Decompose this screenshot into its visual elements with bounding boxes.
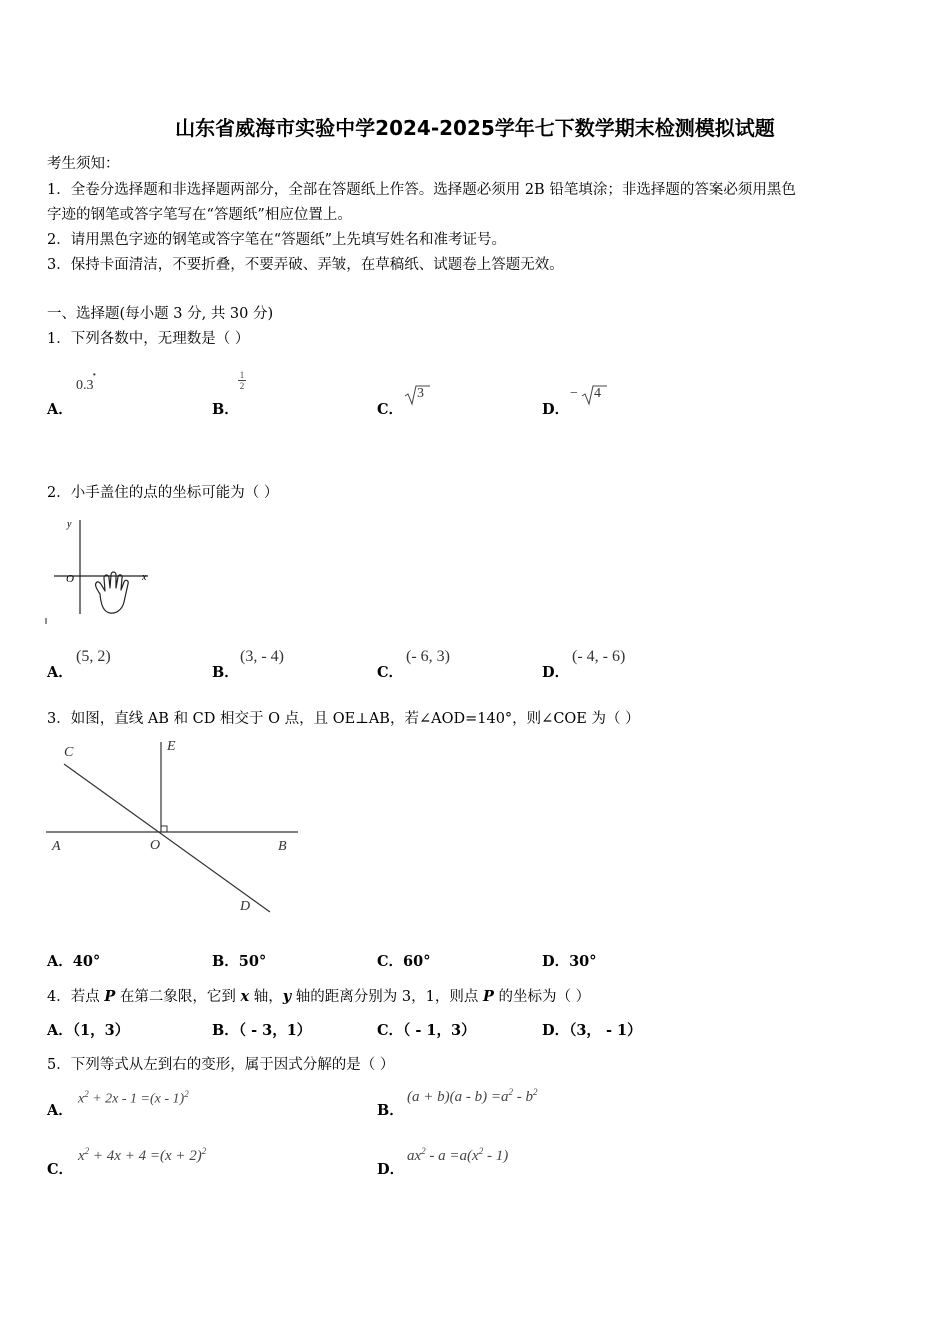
question-5-stem: 5．下列等式从左到右的变形，属于因式分解的是（ ） [47, 1057, 395, 1073]
notice-line-2: 2．请用黑色字迹的钢笔或答字笔在“答题纸”上先填写姓名和准考证号。 [47, 232, 507, 248]
q1-option-a-label: A． [47, 401, 73, 418]
notice-line-3: 3．保持卡面清洁，不要折叠，不要弄破、弄皱，在草稿纸、试题卷上答题无效。 [47, 257, 564, 273]
q2-option-a-label: A． [47, 664, 73, 681]
hand-icon [96, 572, 129, 613]
section-heading: 一、选择题(每小题 3 分, 共 30 分) [47, 306, 274, 322]
point-d-label: D [240, 899, 251, 914]
point-c-label: C [64, 745, 74, 760]
q5-option-b-value: $(a + b)(a - b) =a^2 - b^2$ [407, 1087, 538, 1105]
q1-option-d-label: D． [542, 401, 570, 418]
question-1-stem: 1．下列各数中，无理数是（ ） [47, 331, 250, 347]
q2-option-d-value: (- 4, - 6) [572, 648, 626, 665]
point-o-label: O [150, 838, 161, 853]
question-4-stem: 4．若点 P 在第二象限，它到 x 轴，y 轴的距离分别为 3，1，则点 P 的坐标为（ ） [47, 988, 591, 1005]
q2-option-b-label: B． [212, 664, 239, 681]
q4-option-d: D．（3， - 1） [542, 1022, 642, 1039]
x-axis-label: x [142, 572, 147, 583]
q5-option-d-label: D． [377, 1161, 405, 1178]
q3-lines-figure [44, 732, 304, 918]
q5-option-a-value: $x^2 + 2x - 1 =(x - 1)^2$ [78, 1089, 189, 1107]
page-title: 山东省威海市实验中学2024-2025学年七下数学期末检测模拟试题 [175, 116, 775, 140]
q3-option-a: A．40° [47, 953, 101, 970]
q1-option-b-fraction: 1 2 [239, 370, 245, 391]
q3-option-d: D．30° [542, 953, 597, 970]
q4-option-c: C．（ - 1，3） [377, 1022, 476, 1039]
q3-option-b: B．50° [212, 953, 267, 970]
q2-option-d-label: D． [542, 664, 570, 681]
notice-line-1a: 1．全卷分选择题和非选择题两部分，全部在答题纸上作答。选择题必须用 2B 铅笔填涂；非选择题的答案必须用黑色 [47, 182, 796, 198]
q1-option-a-value: 0.3 · [76, 368, 97, 393]
q2-option-c-value: (- 6, 3) [406, 648, 450, 665]
q5-option-b-label: B． [377, 1102, 404, 1119]
q2-option-a-value: (5, 2) [76, 648, 111, 665]
q2-option-c-label: C． [377, 664, 404, 681]
origin-label: O [66, 573, 74, 585]
q5-option-d-value: $ax^2 - a =a(x^2 - 1)$ [407, 1146, 509, 1164]
q4-option-b: B．（ - 3，1） [212, 1022, 312, 1039]
q2-option-b-value: (3, - 4) [240, 648, 284, 665]
q2-coordinate-figure [44, 514, 154, 626]
notice-line-1b: 字迹的钢笔或答字笔写在“答题纸”相应位置上。 [47, 207, 352, 223]
q1-option-b-label: B． [212, 401, 239, 418]
q5-option-a-label: A． [47, 1102, 73, 1119]
right-angle-mark [161, 826, 167, 832]
point-e-label: E [167, 739, 176, 754]
q5-option-c-label: C． [47, 1161, 74, 1178]
q3-option-c: C．60° [377, 953, 431, 970]
point-b-label: B [278, 839, 287, 854]
line-cd [64, 764, 270, 912]
q1-option-c-label: C． [377, 401, 404, 418]
q5-option-c-value: $x^2 + 4x + 4 =(x + 2)^2$ [78, 1146, 207, 1164]
notice-heading: 考生须知： [47, 156, 120, 172]
point-a-label: A [52, 839, 61, 854]
question-2-stem: 2．小手盖住的点的坐标可能为（ ） [47, 485, 279, 501]
question-3-stem: 3．如图，直线 AB 和 CD 相交于 O 点，且 OE⊥AB，若∠AOD=140°，则∠COE 为（ ） [47, 711, 640, 727]
q4-option-a: A．（1，3） [47, 1022, 130, 1039]
y-axis-label: y [67, 519, 72, 530]
